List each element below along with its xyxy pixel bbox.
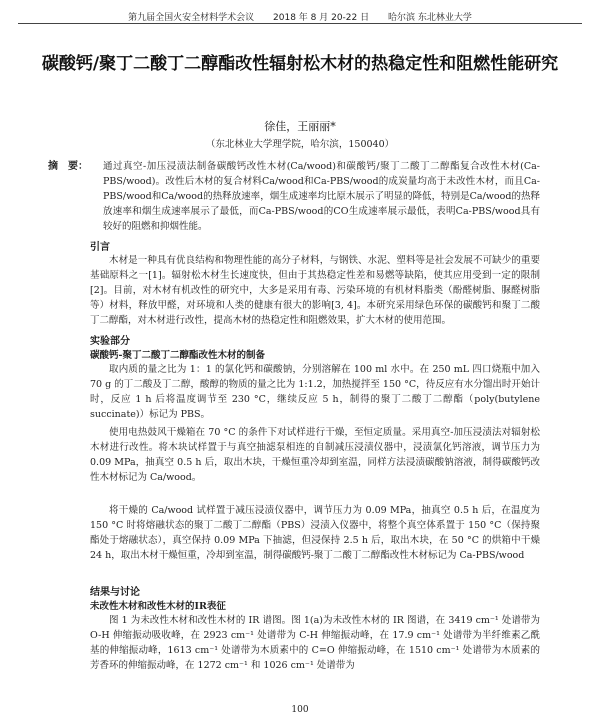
paper-authors: 徐佳，王丽丽* (264, 120, 336, 133)
conference-location: 哈尔滨 东北林业大学 (387, 13, 472, 23)
abstract-label: 摘 要： (48, 161, 88, 172)
paragraph-preparation-3: 将干燥的 Ca/wood 试样置于减压浸渍仪器中，调节压力为 0.09 MPa，抽真空 0.5 h 后，在温度为 150 °C 时将熔融状态的聚丁二酸丁二醇酯（PBS）浸渍入仪器中，将整个真空体系置于 150 °C（保持聚酯处于熔融状态），真空保持 0.09 MPa 下抽滤，但浸保持 2.5 h 后，取出木块，在 50 °C 的烘箱中干燥 24 h，取出木材干燥恒重，冷却到室温，制得碳酸钙-聚丁二酸丁二醇酯改性木材标记为 Ca-PBS/wood (90, 505, 540, 561)
paragraph-preparation-2: 使用电热鼓风干燥箱在 70 °C 的条件下对试样进行干燥，至恒定质量。采用真空-加压浸渍法对辐射松木材进行改性。将木块试样置于与真空抽滤泵相连的自制减压浸渍仪器中，浸渍氯化钙溶液，调节压力为 0.09 MPa，抽真空 0.5 h 后，取出木块，干燥恒重冷却到室温，同样方法浸渍碳酸钠溶液，制得碳酸钙改性木材标记为 Ca/wood。 (90, 427, 540, 483)
abstract-block (48, 159, 540, 234)
conference-date: 2018 年 8 月 20-22 日 (273, 13, 370, 23)
paragraph-introduction: 木材是一种具有优良结构和物理性能的高分子材料，与钢铁、水泥、塑料等是社会发展不可缺少的重要基础原料之一[1]。辐射松木材生长速度快，但由于其热稳定性差和易燃等缺陷，使其应用受到一定的限制[2]。目前，对木材有机改性的研究中，大多是采用有毒、污染环境的有机材料脂类（酚醛树脂、脲醛树脂等）材料，释放甲醛，对环境和人类的健康有很大的影响[3, 4]。本研究采用绿色环保的碳酸钙和聚丁二酸丁二醇酯，对木材进行改性，提高木材的热稳定性和阻燃效果，扩大木材的使用范围。 (90, 255, 540, 326)
page-number: 100 (291, 705, 309, 715)
paragraph-preparation-1: 取内质的量之比为 1：1 的氯化钙和碳酸钠，分别溶解在 100 ml 水中。在 250 mL 四口烧瓶中加入 70 g 的丁二酸及丁二醇，酸醇的物质的量之比为 1:1.2，加热搅拌至 150 °C，待反应有水分馏出时开始计时，反应 1 h 后将温度调节至 230 °C，继续反应 5 h，制得的聚丁二酸丁二醇酯（poly(butylene succinate)）标记为 PBS。 (90, 364, 540, 420)
subsection-heading-preparation: 碳酸钙-聚丁二酸丁二醇酯改性木材的制备 (90, 350, 265, 361)
paper-affiliation: （东北林业大学理学院，哈尔滨，150040） (205, 139, 395, 150)
paper-title: 碳酸钙/聚丁二酸丁二醇酯改性辐射松木材的热稳定性和阻燃性能研究 (41, 54, 559, 74)
header-divider (18, 23, 582, 24)
conference-name: 第九届全国火安全材料学术会议 (128, 13, 255, 23)
section-heading-results: 结果与讨论 (90, 587, 140, 598)
section-heading-experiment: 实验部分 (90, 336, 130, 347)
section-heading-introduction: 引言 (90, 242, 110, 253)
paragraph-ir: 图 1 为未改性木材和改性木材的 IR 谱图。图 1(a)为未改性木材的 IR 图谱，在 3419 cm⁻¹ 处谱带为 O-H 伸缩振动吸收峰，在 2923 cm⁻¹ 处谱带为 C-H 伸缩振动峰，在 17.9 cm⁻¹ 处谱带为半纤维素乙酰基的伸缩振动峰，1613 cm⁻¹ 处谱带为木质素中的 C=O 伸缩振动峰，在 1510 cm⁻¹ 处谱带为木质素的芳香环的伸缩振动峰，在 1272 cm⁻¹ 和 1026 cm⁻¹ 处谱带为 (90, 615, 540, 671)
running-header (18, 10, 582, 23)
abstract-text: 通过真空-加压浸渍法制备碳酸钙改性木材(Ca/wood)和碳酸钙/聚丁二酸丁二醇酯复合改性木材(Ca-PBS/wood)。改性后木材的复合材料Ca/wood和Ca-PBS/wood的成炭量均高于未改性木材，而且Ca-PBS/wood和Ca/wood的热释放速率，烟生成速率均比原木展示了明显的降低，特别是Ca/wood的热释放速率和烟生成速率展示了最低，而Ca-PBS/wood的CO生成速率展示最低，表明Ca-PBS/wood具有较好的阻燃和抑烟性能。 (103, 161, 540, 232)
subsection-heading-ir: 未改性木材和改性木材的IR表征 (90, 601, 226, 612)
